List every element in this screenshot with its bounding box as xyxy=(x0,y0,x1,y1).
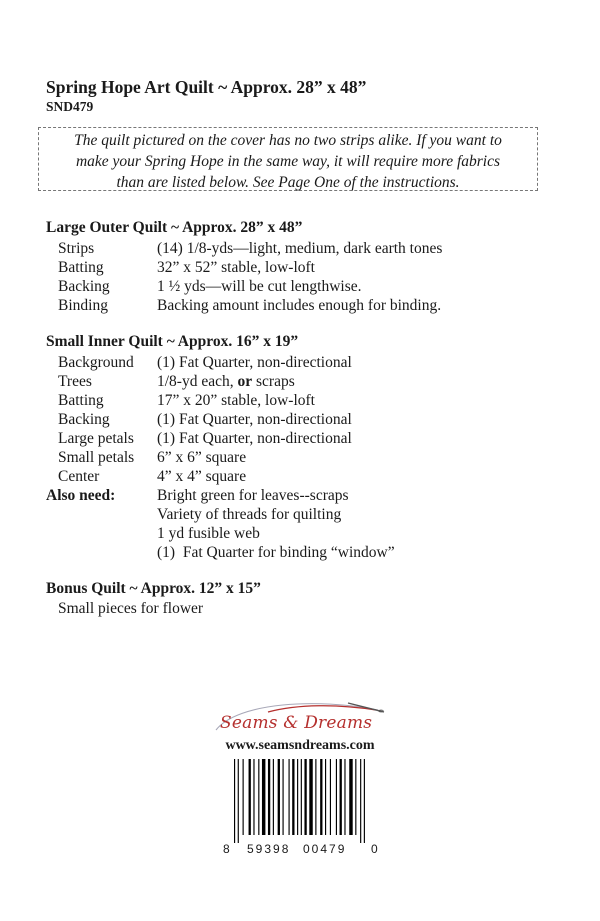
supply-label: Small petals xyxy=(58,449,135,466)
barcode-last-digit: 0 xyxy=(371,842,378,856)
supply-value: 1 ½ yds—will be cut lengthwise. xyxy=(157,278,362,295)
website-url[interactable]: www.seamsndreams.com xyxy=(225,738,375,753)
supply-label: Batting xyxy=(58,259,104,276)
notice-line: make your Spring Hope in the same way, it will require more fabrics xyxy=(75,153,501,170)
supply-label: Backing xyxy=(58,278,110,295)
also-need-label: Also need: xyxy=(46,487,116,504)
supply-label: Backing xyxy=(58,411,110,428)
pattern-title: Spring Hope Art Quilt ~ Approx. 28” x 48” xyxy=(46,77,367,97)
supply-label: Binding xyxy=(58,297,108,314)
cover-notice-box xyxy=(38,127,538,191)
supply-value: Backing amount includes enough for binding. xyxy=(157,297,442,314)
supply-value: (1) Fat Quarter, non-directional xyxy=(157,354,352,371)
supply-value: 32” x 52” stable, low-loft xyxy=(157,259,315,276)
also-need-item: Bright green for leaves--scraps xyxy=(157,487,349,504)
large-quilt-heading: Large Outer Quilt ~ Approx. 28” x 48” xyxy=(46,219,303,236)
supply-label: Trees xyxy=(58,373,92,390)
supply-label: Strips xyxy=(58,240,95,257)
supply-value: 6” x 6” square xyxy=(157,449,247,466)
barcode-right-digits: 00479 xyxy=(303,842,347,856)
supply-value: (14) 1/8-yds—light, medium, dark earth tones xyxy=(157,240,443,257)
barcode-first-digit: 8 xyxy=(223,842,230,856)
supply-label: Large petals xyxy=(58,430,134,447)
small-quilt-heading: Small Inner Quilt ~ Approx. 16” x 19” xyxy=(46,333,299,350)
supply-value: 17” x 20” stable, low-loft xyxy=(157,392,315,409)
barcode-left-digits: 59398 xyxy=(247,842,291,856)
notice-line: than are listed below. See Page One of the instructions. xyxy=(116,174,460,191)
bonus-quilt-note: Small pieces for flower xyxy=(58,600,204,617)
also-need-item: 1 yd fusible web xyxy=(157,525,260,542)
supply-label: Background xyxy=(58,354,134,371)
supply-value-emphasis: or xyxy=(237,373,253,390)
bonus-quilt-heading: Bonus Quilt ~ Approx. 12” x 15” xyxy=(46,580,261,597)
supply-label: Center xyxy=(58,468,100,485)
supply-value xyxy=(157,372,295,391)
supply-value: (1) Fat Quarter, non-directional xyxy=(157,411,352,428)
barcode xyxy=(232,759,366,843)
supply-value-text: scraps xyxy=(252,373,295,390)
supply-label: Batting xyxy=(58,392,104,409)
notice-line: The quilt pictured on the cover has no two strips alike. If you want to xyxy=(74,132,502,149)
pattern-code: SND479 xyxy=(46,99,94,114)
supply-value-text: 1/8-yd each, xyxy=(157,373,238,390)
supply-value: 4” x 4” square xyxy=(157,468,247,485)
also-need-item: (1) Fat Quarter for binding “window” xyxy=(157,544,395,561)
also-need-item: Variety of threads for quilting xyxy=(157,506,342,523)
brand-logo-text: Seams & Dreams xyxy=(220,713,373,733)
supply-value: (1) Fat Quarter, non-directional xyxy=(157,430,352,447)
